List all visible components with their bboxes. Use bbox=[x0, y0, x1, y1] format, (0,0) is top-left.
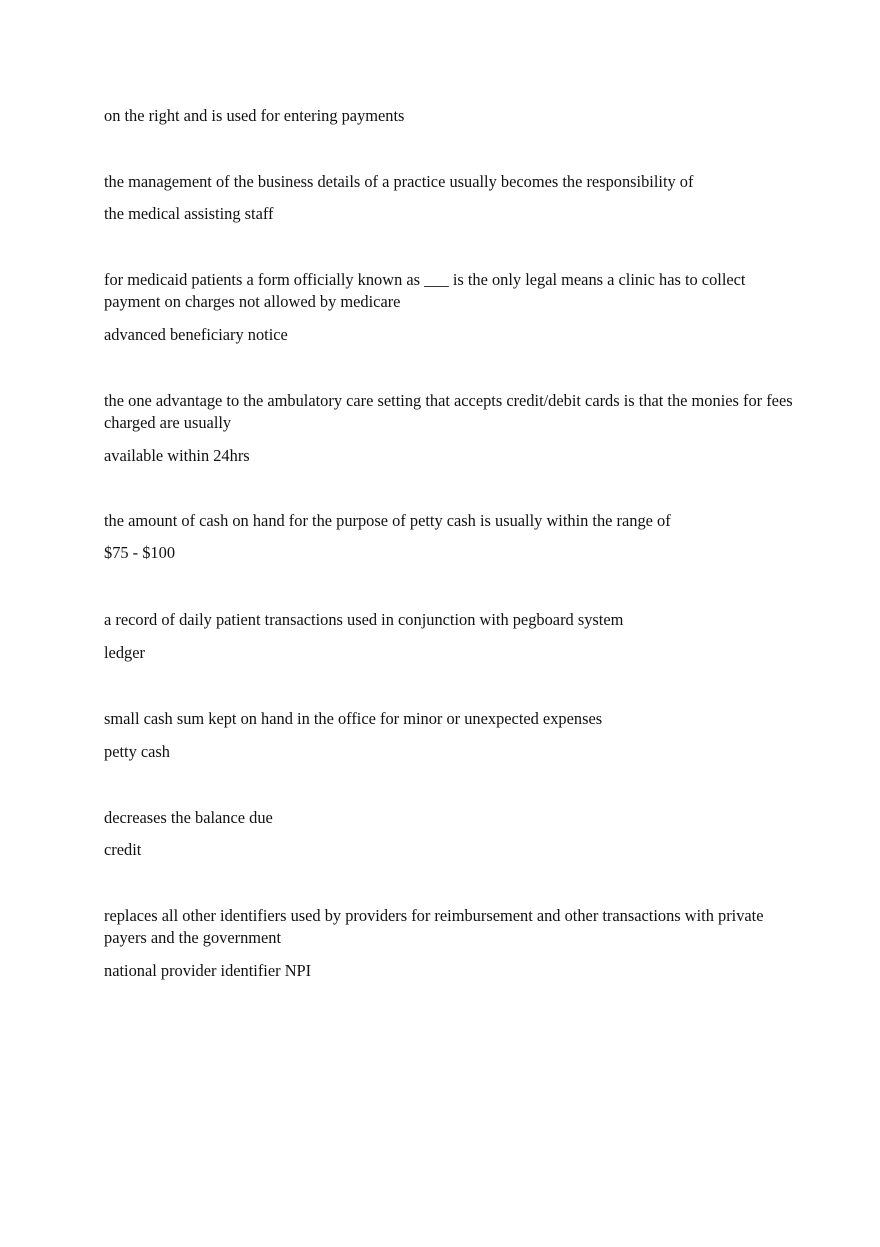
answer-text: ledger bbox=[104, 643, 145, 662]
answer-text: available within 24hrs bbox=[104, 446, 250, 465]
question-text: decreases the balance due bbox=[104, 808, 273, 827]
answer-text: on the right and is used for entering payments bbox=[104, 106, 405, 125]
question-text: small cash sum kept on hand in the office for minor or unexpected expenses bbox=[104, 709, 603, 728]
question-text: the management of the business details of a practice usually becomes the responsibility of bbox=[104, 172, 694, 191]
question-text: the amount of cash on hand for the purpose of petty cash is usually within the range of bbox=[104, 511, 671, 530]
answer-text: national provider identifier NPI bbox=[104, 961, 312, 980]
answer-text: $75 - $100 bbox=[104, 543, 176, 562]
answer-text: advanced beneficiary notice bbox=[104, 325, 288, 344]
answer-text: credit bbox=[104, 840, 142, 859]
question-text: a record of daily patient transactions used in conjunction with pegboard system bbox=[104, 610, 624, 629]
question-text: the one advantage to the ambulatory care setting that accepts credit/debit cards is that the monies for fees charged are usually bbox=[104, 391, 793, 432]
question-text: for medicaid patients a form officially known as ___ is the only legal means a clinic has to collect payment on charges not allowed by medicare bbox=[104, 270, 746, 311]
question-text: replaces all other identifiers used by providers for reimbursement and other transactions with private payers and the government bbox=[104, 906, 764, 947]
answer-text: petty cash bbox=[104, 742, 170, 761]
answer-text: the medical assisting staff bbox=[104, 204, 274, 223]
